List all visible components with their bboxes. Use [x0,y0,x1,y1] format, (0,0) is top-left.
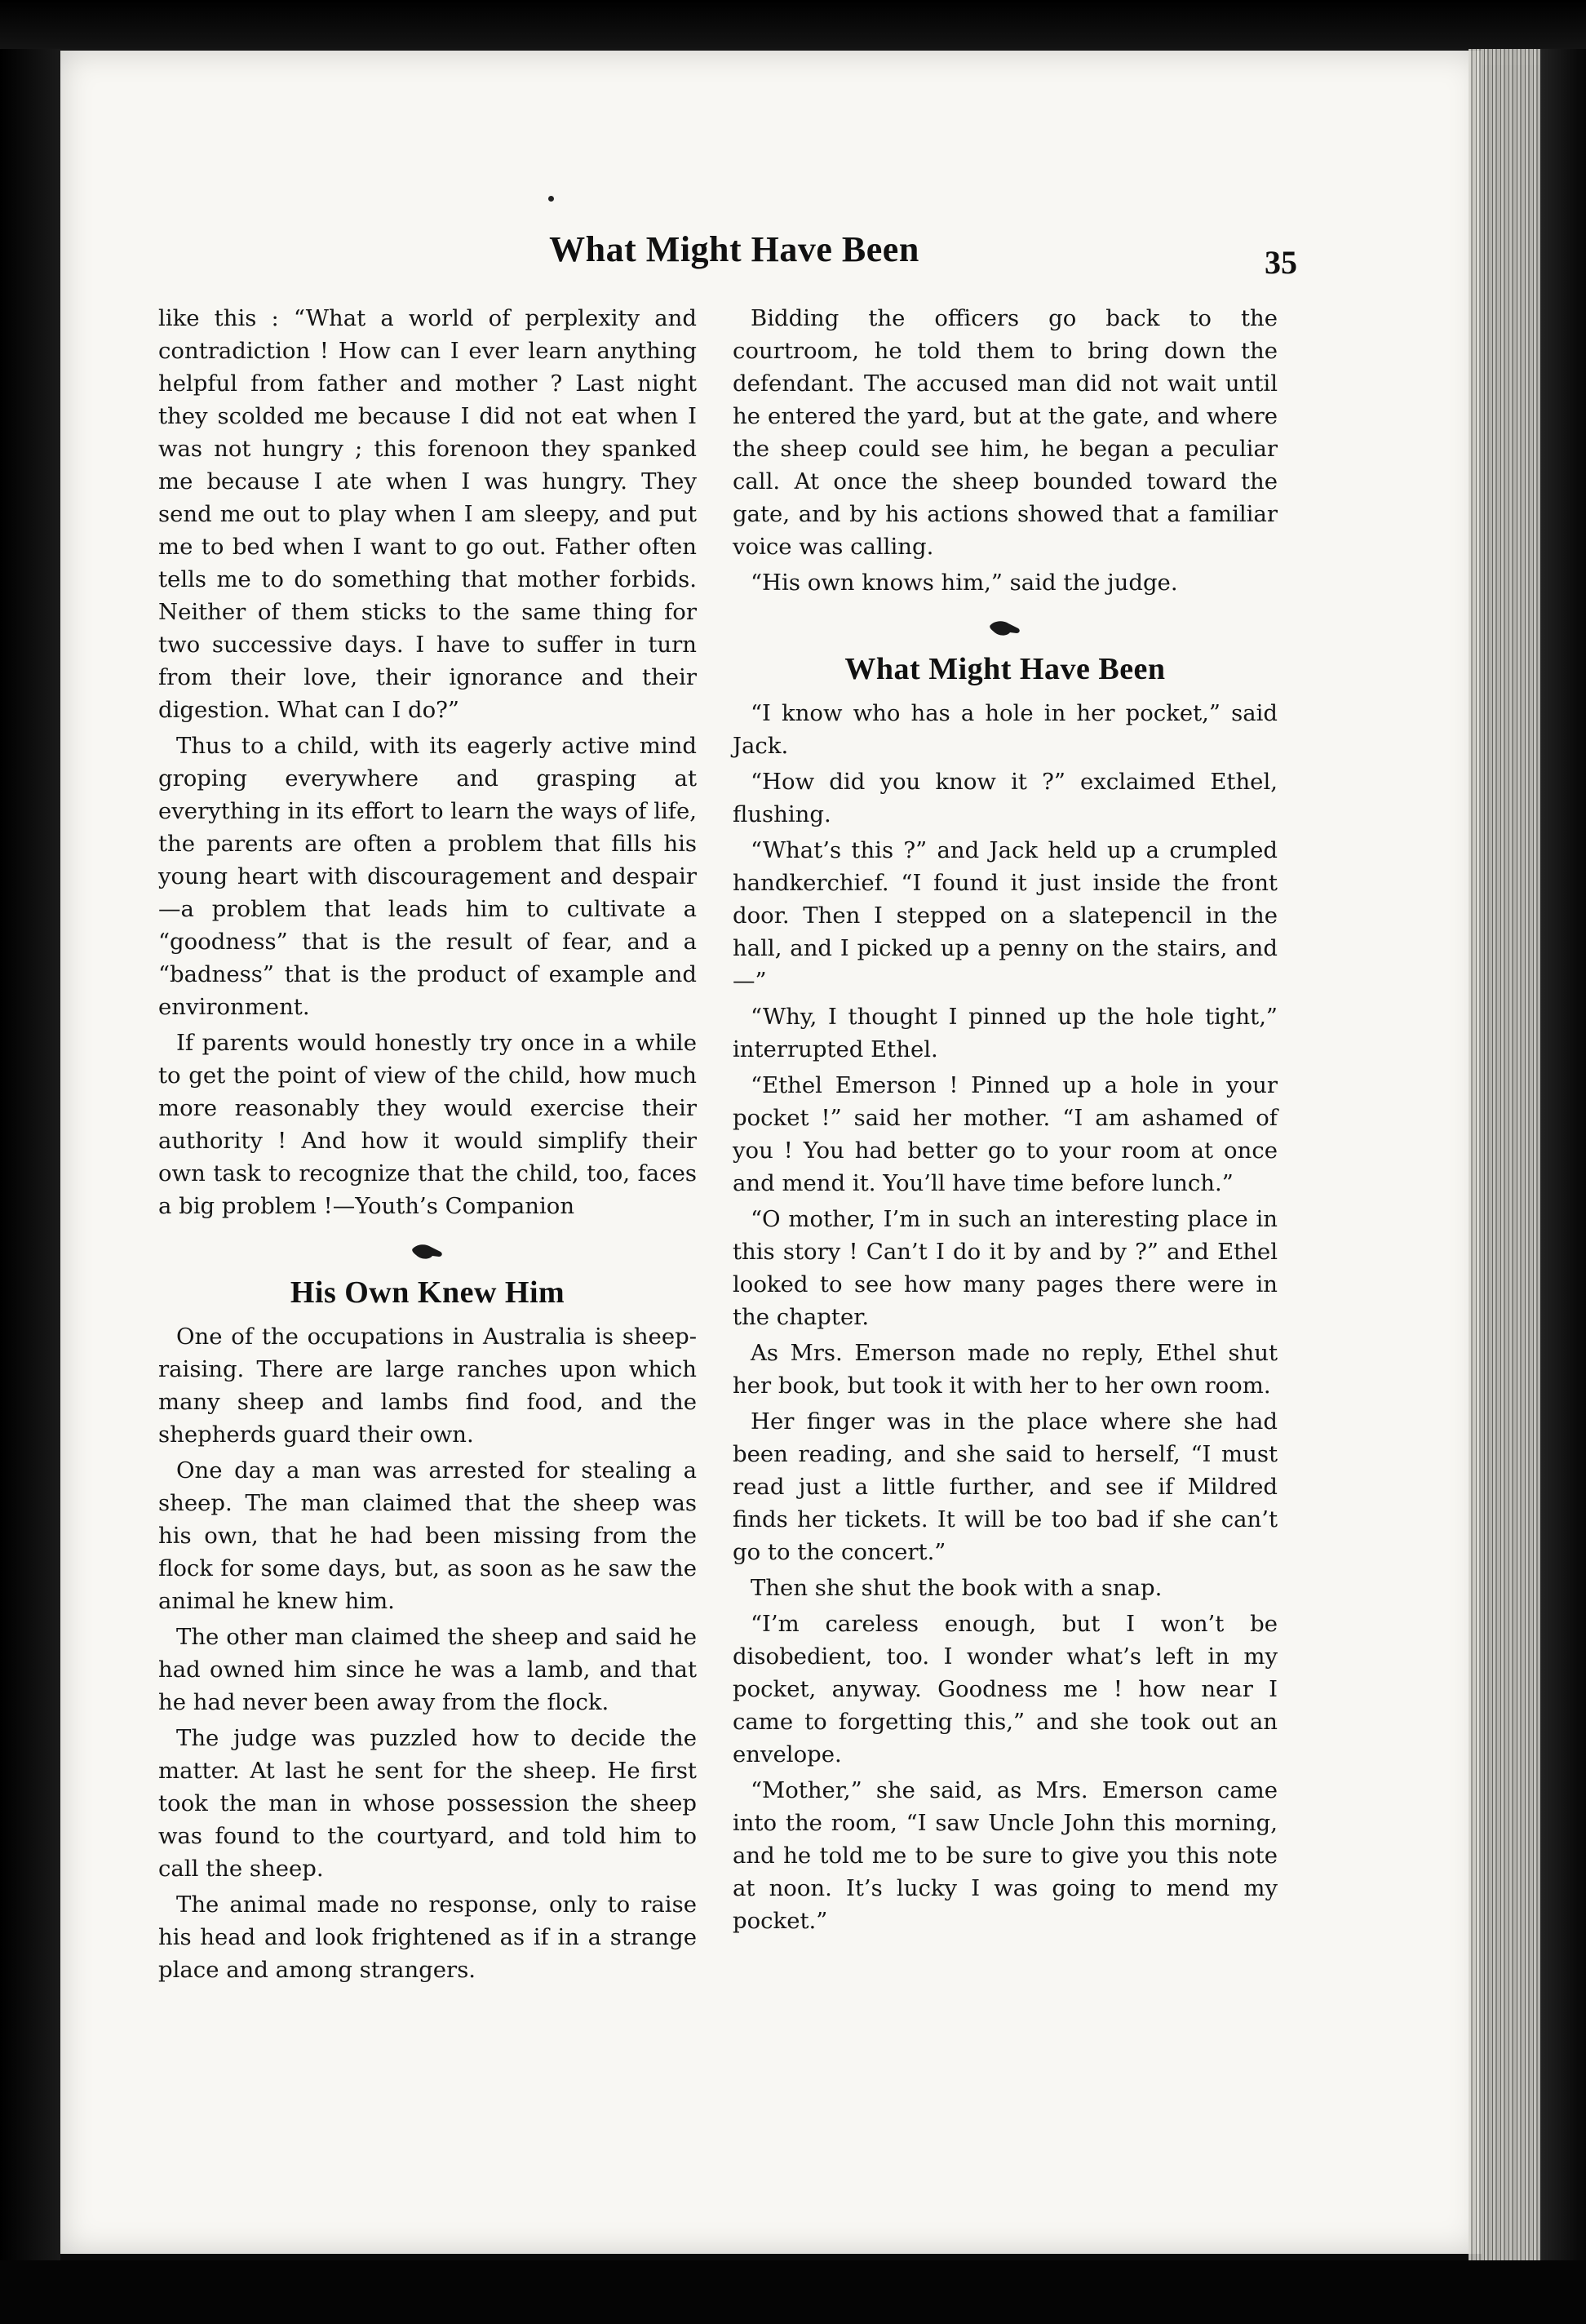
scan-left-border [0,49,60,2260]
paragraph: One day a man was arrested for stealing a sheep. The man claimed that the sheep was his own, that he had been missing from the flock for some days, but, as soon as he saw the animal he knew him. [158,1457,697,1614]
paragraph: “Ethel Emerson ! Pinned up a hole in your pocket !” said her mother. “I am ashamed of you ! You had better go to your room at once and mend it. You’ll have time before lunch.” [733,1072,1278,1196]
running-head: What Might Have Been [549,229,919,269]
page-number: 35 [1265,244,1297,281]
paragraph: Thus to a child, with its eagerly active mind groping everywhere and grasping at everything in its effort to learn the ways of life, the parents are often a problem that fills his young heart with discouragement and despair—a problem that leads him to cultivate a “goodness” that is the result of fear, and a “badness” that is the product of example and environment. [158,733,697,1020]
scan-bottom-border [0,2260,1586,2324]
paragraph: “I know who has a hole in her pocket,” said Jack. [733,700,1278,759]
paragraph: “Why, I thought I pinned up the hole tight,” interrupted Ethel. [733,1004,1278,1062]
paragraph: Her finger was in the place where she had been reading, and she said to herself, “I must read just a little further, and see if Mildred finds her tickets. It will be too bad if she can’t go to the concert.” [733,1408,1278,1565]
page-stack-edge [1469,49,1542,2277]
paragraph: “I’m careless enough, but I won’t be disobedient, too. I wonder what’s left in my pocket, anyway. Goodness me ! how near I came to forgetting this,” and she took out an envelope. [733,1611,1278,1767]
paragraph: The judge was puzzled how to decide the matter. At last he sent for the sheep. He first took the man in whose possession the sheep was found to the courtyard, and told him to call the sheep. [158,1725,697,1882]
paragraph: Then she shut the book with a snap. [751,1575,1163,1601]
paragraph: Bidding the officers go back to the courtroom, he told them to bring down the defendant. The accused man did not wait until he entered the yard, but at the gate, and where the sheep could see him, he began a peculiar call. At once the sheep bounded toward the gate, and by his actions showed that a familiar voice was calling. [733,305,1278,560]
paragraph: “His own knows him,” said the judge. [751,570,1178,596]
paragraph: The animal made no response, only to raise his head and look frightened as if in a strange place and among strangers. [158,1892,697,1983]
ink-speck [548,196,554,202]
hand-ornament-icon [989,617,1021,640]
paragraph: “O mother, I’m in such an interesting place in this story ! Can’t I do it by and by ?” and Ethel looked to see how many pages there were in the chapter. [733,1206,1278,1330]
left-column [158,302,697,1986]
paragraph: “What’s this ?” and Jack held up a crumpled handkerchief. “I found it just inside the front door. Then I stepped on a slatepencil in the hall, and I picked up a penny on the stairs, and—” [733,837,1278,994]
right-column [733,302,1278,1937]
section-heading: What Might Have Been [844,652,1166,686]
paragraph: “How did you know it ?” exclaimed Ethel, flushing. [733,769,1278,827]
paragraph: As Mrs. Emerson made no reply, Ethel shut her book, but took it with her to her own room. [733,1340,1278,1399]
paragraph: If parents would honestly try once in a while to get the point of view of the child, how much more reasonably they would exercise their authority ! And how it would simplify their own task to recognize that the child, too, faces a big problem !—Youth’s Companion [158,1030,697,1219]
scan-right-border [1540,49,1586,2324]
paragraph: “Mother,” she said, as Mrs. Emerson came into the room, “I saw Uncle John this morning, and he told me to be sure to give you this note at noon. It’s lucky I was going to mend my pocket.” [733,1777,1278,1934]
paragraph: like this : “What a world of perplexity and contradiction ! How can I ever learn anything helpful from father and mother ? Last night they scolded me because I did not eat when I was not hungry ; this forenoon they spanked me because I ate when I was hungry. They send me out to play when I am sleepy, and put me to bed when I want to go out. Father often tells me to do something that mother forbids. Neither of them sticks to the same thing for two successive days. I have to suffer in turn from their love, their ignorance and their digestion. What can I do?” [158,305,697,723]
paragraph: One of the occupations in Australia is sheep-raising. There are large ranches upon which many sheep and lambs find food, and the shepherds guard their own. [158,1324,697,1448]
hand-ornament-icon [411,1240,444,1263]
paragraph: The other man claimed the sheep and said he had owned him since he was a lamb, and that he had never been away from the flock. [158,1624,697,1715]
section-heading: His Own Knew Him [290,1275,565,1310]
